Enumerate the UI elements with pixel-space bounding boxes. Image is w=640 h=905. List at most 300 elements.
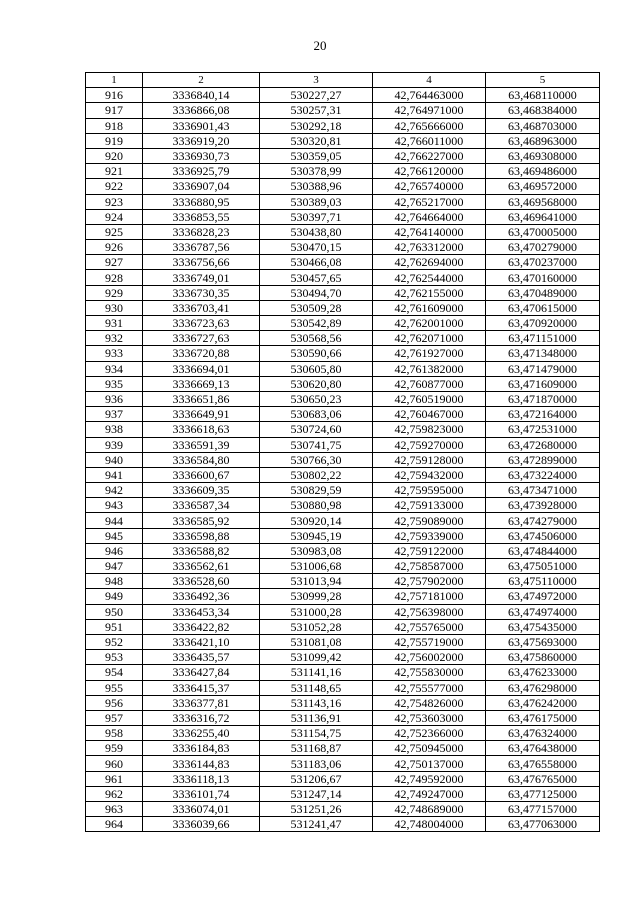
table-cell-col-2: 3336727,63 [143,331,260,346]
table-cell-col-1: 950 [86,604,143,619]
table-cell-col-1: 927 [86,255,143,270]
table-cell-col-4: 42,759133000 [373,498,486,513]
table-cell-col-4: 42,755765000 [373,619,486,634]
table-cell-col-4: 42,752366000 [373,726,486,741]
table-cell-col-3: 530766,30 [260,452,373,467]
table-cell-col-1: 963 [86,802,143,817]
table-cell-col-3: 530605,80 [260,361,373,376]
table-cell-col-5: 63,469486000 [486,164,600,179]
table-cell-col-3: 530388,96 [260,179,373,194]
table-cell-col-5: 63,473471000 [486,483,600,498]
table-cell-col-5: 63,474972000 [486,589,600,604]
table-cell-col-2: 3336907,04 [143,179,260,194]
table-cell-col-3: 531206,67 [260,771,373,786]
table-cell-col-1: 923 [86,194,143,209]
table-cell-col-2: 3336184,83 [143,741,260,756]
table-cell-col-2: 3336880,95 [143,194,260,209]
table-cell-col-2: 3336925,79 [143,164,260,179]
table-cell-col-2: 3336694,01 [143,361,260,376]
table-cell-col-4: 42,749247000 [373,786,486,801]
table-cell-col-2: 3336039,66 [143,817,260,832]
table-cell-col-4: 42,765740000 [373,179,486,194]
table-cell-col-3: 530320,81 [260,133,373,148]
table-cell-col-3: 530509,28 [260,300,373,315]
table-cell-col-1: 920 [86,148,143,163]
table-cell-col-3: 531183,06 [260,756,373,771]
table-cell-col-5: 63,477063000 [486,817,600,832]
table-cell-col-2: 3336720,88 [143,346,260,361]
table-cell-col-2: 3336427,84 [143,665,260,680]
table-cell-col-3: 530494,70 [260,285,373,300]
table-cell-col-3: 530466,08 [260,255,373,270]
table-cell-col-2: 3336787,56 [143,240,260,255]
table-cell-col-4: 42,755830000 [373,665,486,680]
table-cell-col-5: 63,471870000 [486,391,600,406]
table-cell-col-1: 937 [86,407,143,422]
table-row [86,695,600,710]
table-cell-col-4: 42,764664000 [373,209,486,224]
table-cell-col-3: 531000,28 [260,604,373,619]
table-cell-col-1: 932 [86,331,143,346]
table-cell-col-5: 63,476298000 [486,680,600,695]
table-row [86,802,600,817]
table-cell-col-2: 3336453,34 [143,604,260,619]
table-cell-col-4: 42,764971000 [373,103,486,118]
table-cell-col-1: 916 [86,88,143,103]
table-row [86,756,600,771]
table-cell-col-4: 42,749592000 [373,771,486,786]
table-cell-col-5: 63,470279000 [486,240,600,255]
table-row [86,224,600,239]
table-row [86,634,600,649]
table-cell-col-1: 924 [86,209,143,224]
table-cell-col-1: 959 [86,741,143,756]
table-cell-col-5: 63,474506000 [486,528,600,543]
table-cell-col-2: 3336588,82 [143,543,260,558]
table-cell-col-4: 42,759595000 [373,483,486,498]
table-cell-col-1: 934 [86,361,143,376]
table-cell-col-1: 953 [86,650,143,665]
table-cell-col-4: 42,748004000 [373,817,486,832]
table-cell-col-1: 943 [86,498,143,513]
table-row [86,650,600,665]
table-cell-col-3: 530590,66 [260,346,373,361]
table-row [86,467,600,482]
table-cell-col-3: 530457,65 [260,270,373,285]
column-header-5: 5 [486,73,600,88]
table-cell-col-3: 530829,59 [260,483,373,498]
table-cell-col-1: 944 [86,513,143,528]
table-cell-col-3: 530920,14 [260,513,373,528]
table-row [86,270,600,285]
table-cell-col-4: 42,763312000 [373,240,486,255]
table-cell-col-4: 42,760467000 [373,407,486,422]
table-cell-col-3: 530257,31 [260,103,373,118]
table-row [86,407,600,422]
table-cell-col-4: 42,753603000 [373,710,486,725]
table-cell-col-3: 530945,19 [260,528,373,543]
table-cell-col-1: 922 [86,179,143,194]
table-row [86,240,600,255]
table-cell-col-5: 63,472164000 [486,407,600,422]
table-cell-col-2: 3336919,20 [143,133,260,148]
table-cell-col-3: 531141,16 [260,665,373,680]
table-cell-col-1: 951 [86,619,143,634]
table-cell-col-2: 3336609,35 [143,483,260,498]
table-cell-col-1: 940 [86,452,143,467]
table-row [86,422,600,437]
table-row [86,741,600,756]
table-cell-col-1: 941 [86,467,143,482]
table-cell-col-5: 63,473928000 [486,498,600,513]
table-cell-col-1: 933 [86,346,143,361]
table-cell-col-1: 925 [86,224,143,239]
table-cell-col-5: 63,475110000 [486,574,600,589]
table-cell-col-1: 917 [86,103,143,118]
table-cell-col-4: 42,760519000 [373,391,486,406]
table-cell-col-4: 42,754826000 [373,695,486,710]
table-cell-col-3: 531143,16 [260,695,373,710]
table-cell-col-1: 936 [86,391,143,406]
table-cell-col-5: 63,470005000 [486,224,600,239]
table-cell-col-2: 3336255,40 [143,726,260,741]
table-cell-col-5: 63,475051000 [486,559,600,574]
table-cell-col-2: 3336730,35 [143,285,260,300]
table-cell-col-4: 42,750137000 [373,756,486,771]
table-cell-col-1: 962 [86,786,143,801]
table-cell-col-5: 63,472899000 [486,452,600,467]
table-cell-col-1: 921 [86,164,143,179]
table-cell-col-4: 42,755577000 [373,680,486,695]
column-header-3: 3 [260,73,373,88]
table-cell-col-3: 530880,98 [260,498,373,513]
table-cell-col-1: 942 [86,483,143,498]
table-row [86,513,600,528]
table-cell-col-2: 3336669,13 [143,376,260,391]
table-cell-col-4: 42,760877000 [373,376,486,391]
table-cell-col-1: 954 [86,665,143,680]
table-cell-col-3: 530741,75 [260,437,373,452]
table-cell-col-5: 63,476175000 [486,710,600,725]
table-cell-col-1: 926 [86,240,143,255]
table-cell-col-2: 3336723,63 [143,316,260,331]
table-cell-col-1: 929 [86,285,143,300]
table-cell-col-2: 3336422,82 [143,619,260,634]
table-row [86,574,600,589]
table-cell-col-2: 3336316,72 [143,710,260,725]
table-cell-col-4: 42,748689000 [373,802,486,817]
table-cell-col-4: 42,759270000 [373,437,486,452]
table-header [86,73,600,88]
table-cell-col-5: 63,475860000 [486,650,600,665]
table-cell-col-3: 531154,75 [260,726,373,741]
table-row [86,316,600,331]
table-cell-col-3: 530227,27 [260,88,373,103]
table-cell-col-4: 42,762001000 [373,316,486,331]
table-cell-col-5: 63,474844000 [486,543,600,558]
table-cell-col-5: 63,475435000 [486,619,600,634]
table-cell-col-4: 42,750945000 [373,741,486,756]
header-row [86,73,600,88]
table-cell-col-2: 3336585,92 [143,513,260,528]
table-cell-col-3: 530650,23 [260,391,373,406]
table-cell-col-5: 63,472531000 [486,422,600,437]
page-number: 20 [313,38,327,53]
table-cell-col-4: 42,762544000 [373,270,486,285]
table-cell-col-5: 63,470489000 [486,285,600,300]
table-cell-col-3: 530389,03 [260,194,373,209]
table-cell-col-4: 42,759339000 [373,528,486,543]
table-row [86,619,600,634]
table-cell-col-4: 42,759122000 [373,543,486,558]
table-row [86,179,600,194]
table-cell-col-2: 3336749,01 [143,270,260,285]
table-cell-col-5: 63,469572000 [486,179,600,194]
table-cell-col-3: 530359,05 [260,148,373,163]
table-cell-col-3: 531148,65 [260,680,373,695]
table-cell-col-4: 42,757181000 [373,589,486,604]
table-row [86,528,600,543]
table-row [86,665,600,680]
table-row [86,255,600,270]
table-cell-col-2: 3336651,86 [143,391,260,406]
table-row [86,148,600,163]
table-cell-col-4: 42,761927000 [373,346,486,361]
table-cell-col-3: 531136,91 [260,710,373,725]
table-cell-col-4: 42,759128000 [373,452,486,467]
table-cell-col-2: 3336587,34 [143,498,260,513]
table-cell-col-2: 3336435,57 [143,650,260,665]
table-cell-col-4: 42,761609000 [373,300,486,315]
table-cell-col-1: 935 [86,376,143,391]
table-row [86,133,600,148]
table-cell-col-2: 3336101,74 [143,786,260,801]
table-cell-col-3: 531006,68 [260,559,373,574]
table-cell-col-5: 63,477125000 [486,786,600,801]
table-cell-col-1: 947 [86,559,143,574]
table-cell-col-4: 42,766011000 [373,133,486,148]
table-cell-col-4: 42,762694000 [373,255,486,270]
table-cell-col-1: 957 [86,710,143,725]
table-cell-col-5: 63,475693000 [486,634,600,649]
table-cell-col-1: 928 [86,270,143,285]
table-cell-col-3: 530683,06 [260,407,373,422]
table-cell-col-3: 531247,14 [260,786,373,801]
column-header-1: 1 [86,73,143,88]
table-cell-col-4: 42,756398000 [373,604,486,619]
table-cell-col-1: 938 [86,422,143,437]
table-row [86,285,600,300]
table-cell-col-5: 63,476242000 [486,695,600,710]
table-cell-col-1: 945 [86,528,143,543]
table-cell-col-3: 531052,28 [260,619,373,634]
table-row [86,559,600,574]
table-cell-col-5: 63,474974000 [486,604,600,619]
table-cell-col-2: 3336528,60 [143,574,260,589]
table-row [86,786,600,801]
table-row [86,452,600,467]
table-row [86,771,600,786]
table-cell-col-5: 63,477157000 [486,802,600,817]
table-cell-col-4: 42,765666000 [373,118,486,133]
table-cell-col-5: 63,471479000 [486,361,600,376]
table-row [86,361,600,376]
table-cell-col-5: 63,476324000 [486,726,600,741]
table-cell-col-2: 3336415,37 [143,680,260,695]
table-cell-col-4: 42,759823000 [373,422,486,437]
table-cell-col-3: 530802,22 [260,467,373,482]
coordinates-table [85,72,600,832]
table-cell-col-5: 63,469568000 [486,194,600,209]
table-row [86,483,600,498]
table-cell-col-1: 939 [86,437,143,452]
table-cell-col-4: 42,759089000 [373,513,486,528]
table-cell-col-2: 3336756,66 [143,255,260,270]
table-cell-col-3: 530724,60 [260,422,373,437]
table-cell-col-2: 3336421,10 [143,634,260,649]
table-cell-col-1: 919 [86,133,143,148]
table-cell-col-1: 930 [86,300,143,315]
table-row [86,589,600,604]
table-row [86,710,600,725]
table-cell-col-5: 63,468110000 [486,88,600,103]
table-row [86,209,600,224]
table-cell-col-5: 63,476233000 [486,665,600,680]
table-cell-col-5: 63,469641000 [486,209,600,224]
table-cell-col-5: 63,476558000 [486,756,600,771]
table-cell-col-1: 958 [86,726,143,741]
table-row [86,726,600,741]
table-row [86,604,600,619]
table-cell-col-5: 63,468963000 [486,133,600,148]
table-cell-col-1: 960 [86,756,143,771]
table-cell-col-3: 530378,99 [260,164,373,179]
table-cell-col-3: 530999,28 [260,589,373,604]
table-row [86,103,600,118]
table-cell-col-3: 530983,08 [260,543,373,558]
table-cell-col-3: 530438,80 [260,224,373,239]
table-cell-col-1: 956 [86,695,143,710]
table-cell-col-2: 3336591,39 [143,437,260,452]
table-row [86,164,600,179]
table-cell-col-3: 531168,87 [260,741,373,756]
table-cell-col-2: 3336584,80 [143,452,260,467]
column-header-4: 4 [373,73,486,88]
table-row [86,817,600,832]
column-header-2: 2 [143,73,260,88]
table-cell-col-5: 63,470920000 [486,316,600,331]
table-cell-col-3: 530292,18 [260,118,373,133]
table-cell-col-3: 530470,15 [260,240,373,255]
table-cell-col-4: 42,764463000 [373,88,486,103]
table-row [86,391,600,406]
table-cell-col-5: 63,471348000 [486,346,600,361]
table-cell-col-2: 3336853,55 [143,209,260,224]
table-cell-col-2: 3336377,81 [143,695,260,710]
table-cell-col-2: 3336866,08 [143,103,260,118]
table-cell-col-5: 63,476765000 [486,771,600,786]
table-cell-col-1: 949 [86,589,143,604]
table-cell-col-3: 531251,26 [260,802,373,817]
table-cell-col-4: 42,762155000 [373,285,486,300]
table-row [86,498,600,513]
table-cell-col-5: 63,470615000 [486,300,600,315]
table-cell-col-2: 3336074,01 [143,802,260,817]
table-cell-col-4: 42,755719000 [373,634,486,649]
table-cell-col-2: 3336703,41 [143,300,260,315]
table-cell-col-4: 42,766227000 [373,148,486,163]
table-cell-col-5: 63,469308000 [486,148,600,163]
table-row [86,543,600,558]
table-cell-col-5: 63,471609000 [486,376,600,391]
table-row [86,300,600,315]
table-cell-col-4: 42,766120000 [373,164,486,179]
table-cell-col-3: 531081,08 [260,634,373,649]
table-cell-col-2: 3336118,13 [143,771,260,786]
table-row [86,194,600,209]
table-cell-col-1: 964 [86,817,143,832]
table-cell-col-5: 63,470237000 [486,255,600,270]
table-cell-col-2: 3336618,63 [143,422,260,437]
table-cell-col-3: 530542,89 [260,316,373,331]
table-cell-col-2: 3336840,14 [143,88,260,103]
table-cell-col-2: 3336828,23 [143,224,260,239]
table-cell-col-5: 63,472680000 [486,437,600,452]
table-cell-col-5: 63,471151000 [486,331,600,346]
table-cell-col-4: 42,764140000 [373,224,486,239]
table-cell-col-5: 63,468384000 [486,103,600,118]
table-cell-col-1: 946 [86,543,143,558]
table-cell-col-1: 952 [86,634,143,649]
table-cell-col-4: 42,757902000 [373,574,486,589]
table-row [86,88,600,103]
table-cell-col-5: 63,468703000 [486,118,600,133]
table-row [86,118,600,133]
table-row [86,376,600,391]
table-cell-col-2: 3336901,43 [143,118,260,133]
table-cell-col-1: 918 [86,118,143,133]
table-cell-col-5: 63,470160000 [486,270,600,285]
table-cell-col-2: 3336492,36 [143,589,260,604]
table-cell-col-2: 3336144,83 [143,756,260,771]
table-cell-col-5: 63,474279000 [486,513,600,528]
table-cell-col-2: 3336649,91 [143,407,260,422]
table-cell-col-1: 955 [86,680,143,695]
table-row [86,437,600,452]
table-cell-col-4: 42,762071000 [373,331,486,346]
table-cell-col-3: 531241,47 [260,817,373,832]
table-cell-col-1: 931 [86,316,143,331]
table-cell-col-4: 42,765217000 [373,194,486,209]
table-row [86,680,600,695]
table-row [86,331,600,346]
table-cell-col-3: 530568,56 [260,331,373,346]
table-cell-col-2: 3336600,67 [143,467,260,482]
table-cell-col-5: 63,476438000 [486,741,600,756]
table-cell-col-3: 531013,94 [260,574,373,589]
table-cell-col-3: 530620,80 [260,376,373,391]
table-cell-col-4: 42,759432000 [373,467,486,482]
table-body [86,88,600,832]
table-cell-col-1: 948 [86,574,143,589]
table-cell-col-2: 3336562,61 [143,559,260,574]
table-cell-col-4: 42,761382000 [373,361,486,376]
table-cell-col-3: 530397,71 [260,209,373,224]
table-cell-col-2: 3336598,88 [143,528,260,543]
table-cell-col-5: 63,473224000 [486,467,600,482]
table-cell-col-4: 42,756002000 [373,650,486,665]
table-cell-col-1: 961 [86,771,143,786]
